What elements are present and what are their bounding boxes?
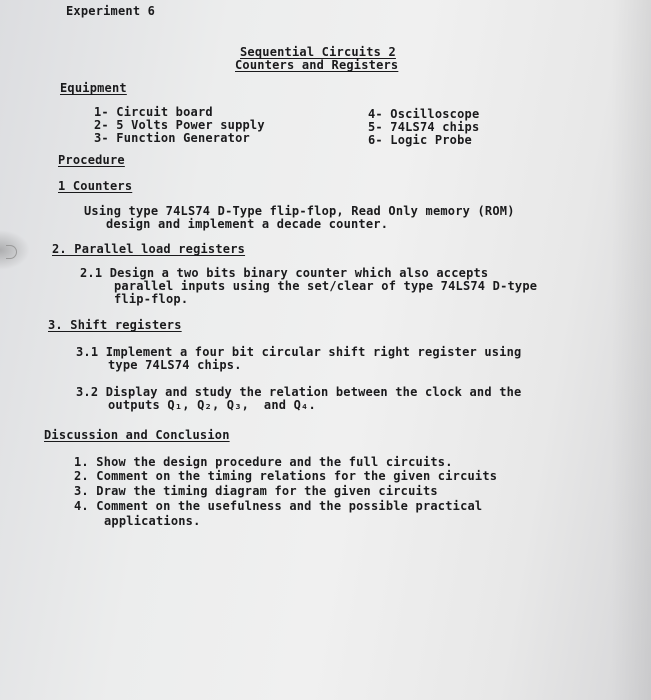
equipment-item-1: 1- Circuit board [94,105,213,119]
discussion-item-4-cont: applications. [104,514,201,528]
equipment-item-3: 3- Function Generator [94,131,250,145]
shift-item-2-line-1: 3.2 Display and study the relation between the clock and the [76,385,522,399]
counters-line-2: design and implement a decade counter. [106,217,389,231]
counters-line-1: Using type 74LS74 D-Type flip-flop, Read Only memory (ROM) [84,204,515,218]
discussion-item-1: 1. Show the design procedure and the full circuits. [74,455,453,469]
discussion-item-4: 4. Comment on the usefulness and the possible practical [74,499,483,513]
parallel-heading: 2. Parallel load registers [52,242,246,256]
title-line-1: Sequential Circuits 2 [240,45,396,59]
experiment-header: Experiment 6 [66,4,156,18]
shift-item-1-line-2: type 74LS74 chips. [108,358,242,372]
shift-item-2-line-2: outputs Q₁, Q₂, Q₃, and Q₄. [108,398,316,412]
equipment-item-5: 5- 74LS74 chips [368,120,480,134]
discussion-item-2: 2. Comment on the timing relations for the given circuits [74,469,498,483]
shift-item-1-line-1: 3.1 Implement a four bit circular shift right register using [76,345,522,359]
parallel-line-3: flip-flop. [114,292,189,306]
equipment-heading: Equipment [60,81,127,95]
shift-heading: 3. Shift registers [48,318,182,332]
counters-heading: 1 Counters [58,179,133,193]
parallel-line-1: 2.1 Design a two bits binary counter which also accepts [80,266,489,280]
equipment-item-2: 2- 5 Volts Power supply [94,118,265,132]
equipment-item-6: 6- Logic Probe [368,133,472,147]
discussion-heading: Discussion and Conclusion [44,428,230,442]
parallel-line-2: parallel inputs using the set/clear of type 74LS74 D-type [114,279,538,293]
page-shadow-right [611,0,651,700]
discussion-item-3: 3. Draw the timing diagram for the given circuits [74,484,438,498]
equipment-item-4: 4- Oscilloscope [368,107,480,121]
procedure-heading: Procedure [58,153,125,167]
title-line-2: Counters and Registers [235,58,399,72]
